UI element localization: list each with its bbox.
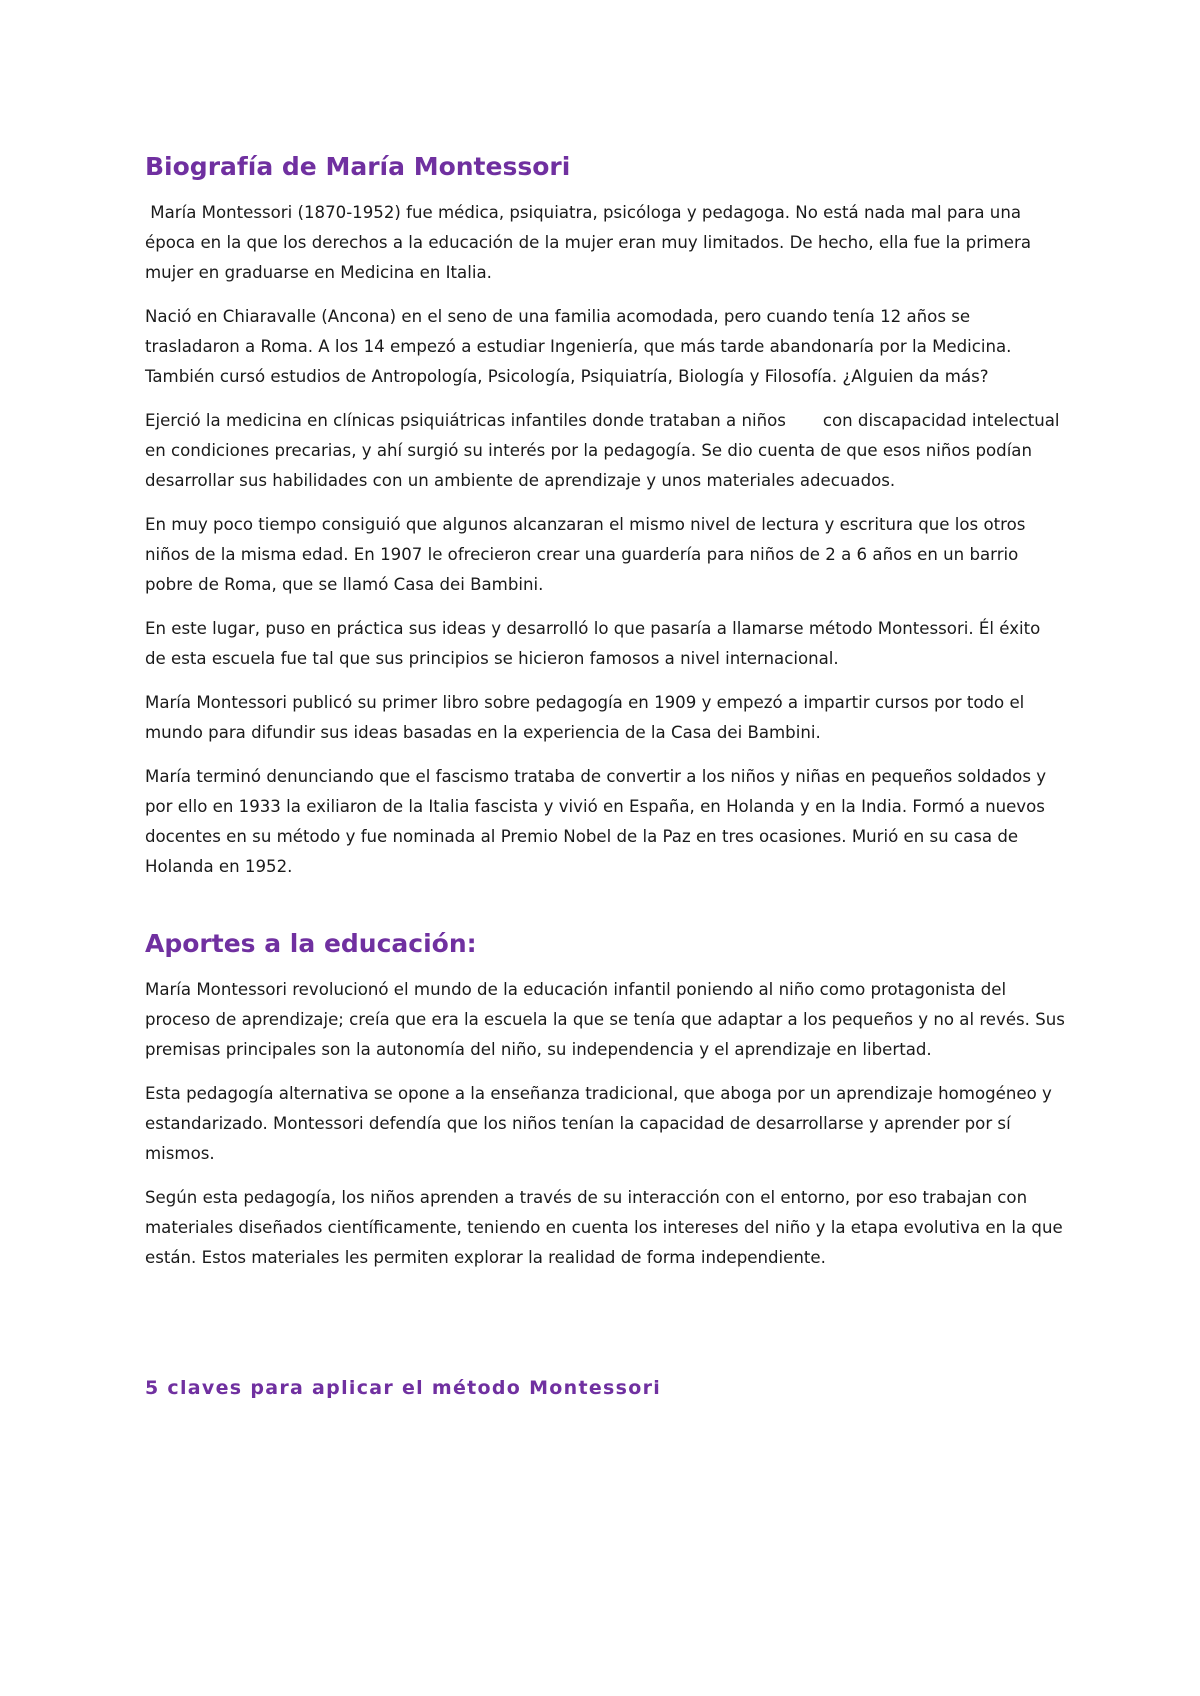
paragraph: María Montessori publicó su primer libro sobre pedagogía en 1909 y empezó a impartir cursos por todo el mundo para difundir sus ideas basadas en la experiencia de la Casa dei Bambini. [145, 693, 1025, 742]
paragraph: María terminó denunciando que el fascismo trataba de convertir a los niños y niñas en pequeños soldados y por ello en 1933 la exiliaron de la Italia fascista y vivió en España, en Holanda y en la India. Formó a nuevos docentes en su método y fue nominada al Premio Nobel de la Paz en tres ocasiones. Murió en su casa de Holanda en 1952. [145, 767, 1047, 876]
paragraph: Según esta pedagogía, los niños aprenden a través de su interacción con el entorno, por eso trabajan con materiales diseñados científicamente, teniendo en cuenta los intereses del niño y la etapa evolutiva en la que están. Estos materiales les permiten explorar la realidad de forma independiente. [145, 1188, 1063, 1267]
section-title-aportes: Aportes a la educación: [145, 929, 477, 958]
paragraph: Ejerció la medicina en clínicas psiquiátricas infantiles donde trataban a niños con discapacidad intelectual en condiciones precarias, y ahí surgió su interés por la pedagogía. Se dio cuenta de que esos niños podían desarrollar sus habilidades con un ambiente de aprendizaje y unos materiales adecuados. [145, 411, 1065, 490]
document-body [145, 150, 1065, 1401]
paragraph: María Montessori revolucionó el mundo de la educación infantil poniendo al niño como protagonista del proceso de aprendizaje; creía que era la escuela la que se tenía que adaptar a los pequeños y no al revés. Sus premisas principales son la autonomía del niño, su independencia y el aprendizaje en libertad. [145, 980, 1065, 1059]
paragraph: Nació en Chiaravalle (Ancona) en el seno de una familia acomodada, pero cuando tenía 12 años se trasladaron a Roma. A los 14 empezó a estudiar Ingeniería, que más tarde abandonaría por la Medicina. También cursó estudios de Antropología, Psicología, Psiquiatría, Biología y Filosofía. ¿Alguien da más? [145, 307, 1012, 386]
section-title-claves: 5 claves para aplicar el método Montessori [145, 1377, 662, 1399]
paragraph: En este lugar, puso en práctica sus ideas y desarrolló lo que pasaría a llamarse método Montessori. Él éxito de esta escuela fue tal que sus principios se hicieron famosos a nivel internacional. [145, 619, 1041, 668]
section-title-biografia: Biografía de María Montessori [145, 152, 571, 181]
paragraph: Esta pedagogía alternativa se opone a la enseñanza tradicional, que aboga por un aprendizaje homogéneo y estandarizado. Montessori defendía que los niños tenían la capacidad de desarrollarse y aprender por sí mismos. [145, 1084, 1052, 1163]
paragraph: En muy poco tiempo consiguió que algunos alcanzaran el mismo nivel de lectura y escritura que los otros niños de la misma edad. En 1907 le ofrecieron crear una guardería para niños de 2 a 6 años en un barrio pobre de Roma, que se llamó Casa dei Bambini. [145, 515, 1026, 594]
paragraph: María Montessori (1870-1952) fue médica, psiquiatra, psicóloga y pedagoga. No está nada mal para una época en la que los derechos a la educación de la mujer eran muy limitados. De hecho, ella fue la primera mujer en graduarse en Medicina en Italia. [145, 203, 1037, 282]
